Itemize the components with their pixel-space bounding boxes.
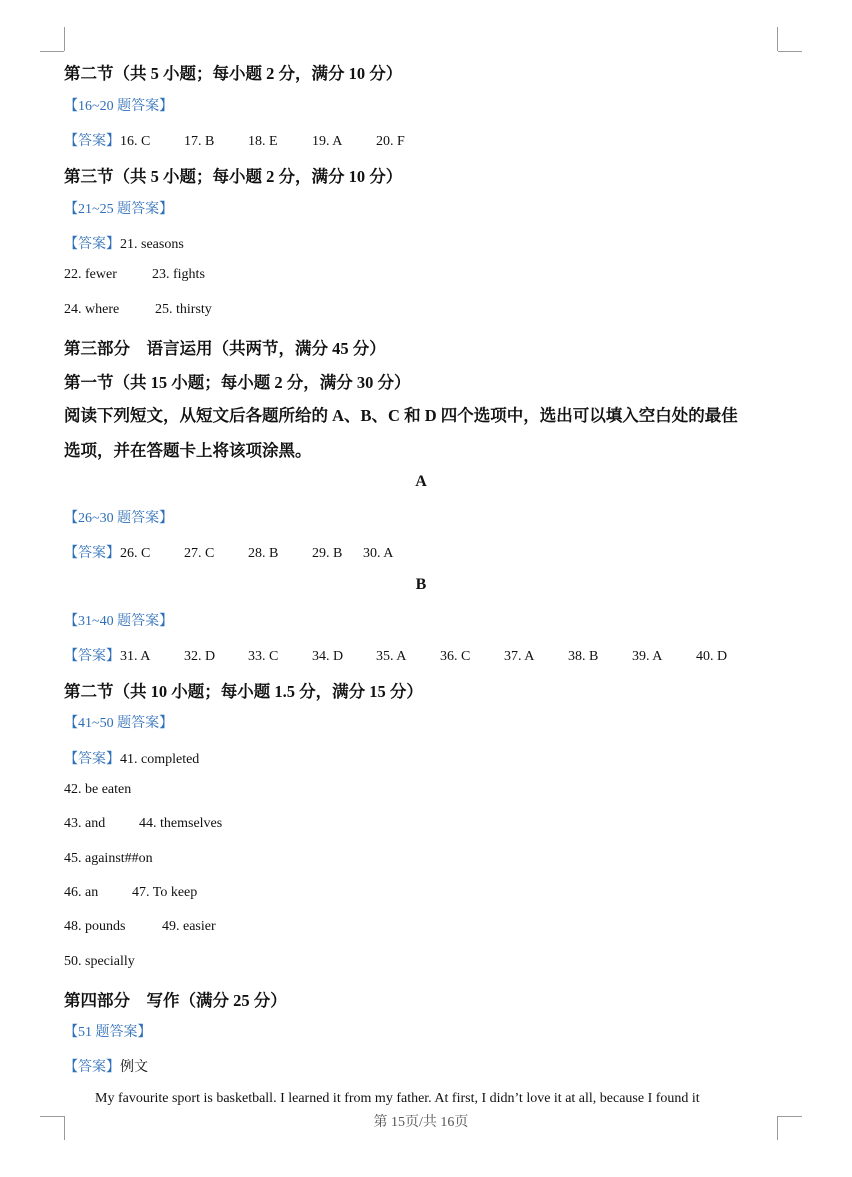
- answer-item: 36. C: [440, 649, 471, 664]
- answer-row: [64, 302, 212, 318]
- crop-mark: [40, 51, 64, 52]
- answer-item: 47. To keep: [132, 885, 198, 900]
- answer-row: [64, 542, 393, 562]
- passage-label: B: [415, 576, 427, 593]
- passage-label: A: [415, 473, 427, 490]
- answer-item: 49. easier: [162, 919, 216, 934]
- answer-row: [64, 919, 216, 935]
- section-title: 第二节（共 10 小题；每小题 1.5 分，满分 15 分）: [64, 682, 423, 701]
- crop-mark: [64, 27, 65, 51]
- answer-item: 24. where: [64, 302, 120, 317]
- answer-item: 44. themselves: [139, 816, 223, 831]
- answer-item: 32. D: [184, 649, 216, 664]
- answer-item: 18. E: [248, 134, 278, 149]
- answer-item: 48. pounds: [64, 919, 126, 934]
- answer-item: 40. D: [696, 649, 728, 664]
- answer-item: 43. and: [64, 816, 106, 831]
- section-title: 第一节（共 15 小题；每小题 2 分，满分 30 分）: [64, 373, 411, 392]
- question-range-heading: 【16~20 题答案】: [64, 99, 174, 114]
- instruction-text: 阅读下列短文，从短文后各题所给的 A、B、C 和 D 四个选项中，选出可以填入空白处的最佳: [64, 406, 738, 425]
- page-footer: 第 15页/共 16页: [373, 1115, 469, 1130]
- answer-item: 25. thirsty: [155, 302, 212, 317]
- answer-item: 20. F: [376, 134, 405, 149]
- answer-item: 21. seasons: [120, 237, 184, 252]
- answer-item: 42. be eaten: [64, 782, 132, 797]
- answer-item: 19. A: [312, 134, 343, 149]
- instruction-text: 选项，并在答题卡上将该项涂黑。: [64, 441, 312, 460]
- answer-row: [64, 645, 727, 665]
- answer-row: [64, 885, 197, 901]
- answer-item: 37. A: [504, 649, 535, 664]
- answer-item: 41. completed: [120, 752, 200, 767]
- question-range-heading: 【26~30 题答案】: [64, 511, 174, 526]
- answer-item: 39. A: [632, 649, 663, 664]
- answer-item: 27. C: [184, 546, 215, 561]
- answer-label: 【答案】: [64, 752, 120, 767]
- answer-row: [64, 233, 184, 253]
- answer-item: 30. A: [363, 546, 394, 561]
- answer-row: [64, 748, 199, 768]
- answer-item: 38. B: [568, 649, 599, 664]
- answer-item: 29. B: [312, 546, 343, 561]
- answer-label: 【答案】: [64, 1060, 120, 1075]
- question-range-heading: 【31~40 题答案】: [64, 614, 174, 629]
- section-title: 第三节（共 5 小题；每小题 2 分，满分 10 分）: [64, 167, 403, 186]
- answer-item: 45. against##on: [64, 851, 153, 866]
- answer-item: 28. B: [248, 546, 279, 561]
- answer-item: 17. B: [184, 134, 215, 149]
- answer-item: 26. C: [120, 546, 151, 561]
- answer-item: 16. C: [120, 134, 151, 149]
- answer-label: 【答案】: [64, 649, 120, 664]
- answer-item: 22. fewer: [64, 267, 117, 282]
- answer-item: 50. specially: [64, 954, 135, 969]
- part-title: 第三部分 语言运用（共两节，满分 45 分）: [64, 339, 386, 358]
- answer-item: 34. D: [312, 649, 344, 664]
- answer-row: [64, 1056, 148, 1076]
- answer-item: 46. an: [64, 885, 99, 900]
- answer-label: 【答案】: [64, 237, 120, 252]
- answer-item: 例文: [120, 1060, 148, 1075]
- question-range-heading: 【51 题答案】: [64, 1025, 152, 1040]
- answer-row: [64, 267, 205, 283]
- section-title: 第二节（共 5 小题；每小题 2 分，满分 10 分）: [64, 64, 403, 83]
- answer-item: 23. fights: [152, 267, 205, 282]
- answer-label: 【答案】: [64, 546, 120, 561]
- answer-row: [64, 130, 405, 150]
- question-range-heading: 【21~25 题答案】: [64, 202, 174, 217]
- answer-item: 33. C: [248, 649, 279, 664]
- answer-row: [64, 816, 222, 832]
- answer-item: 31. A: [120, 649, 151, 664]
- part-title: 第四部分 写作（满分 25 分）: [64, 991, 287, 1010]
- crop-mark: [778, 51, 802, 52]
- question-range-heading: 【41~50 题答案】: [64, 716, 174, 731]
- crop-mark: [777, 27, 778, 51]
- answer-item: 35. A: [376, 649, 407, 664]
- answer-label: 【答案】: [64, 134, 120, 149]
- essay-text: My favourite sport is basketball. I learned it from my father. At first, I didn’t love it at all, because I found it: [95, 1091, 700, 1106]
